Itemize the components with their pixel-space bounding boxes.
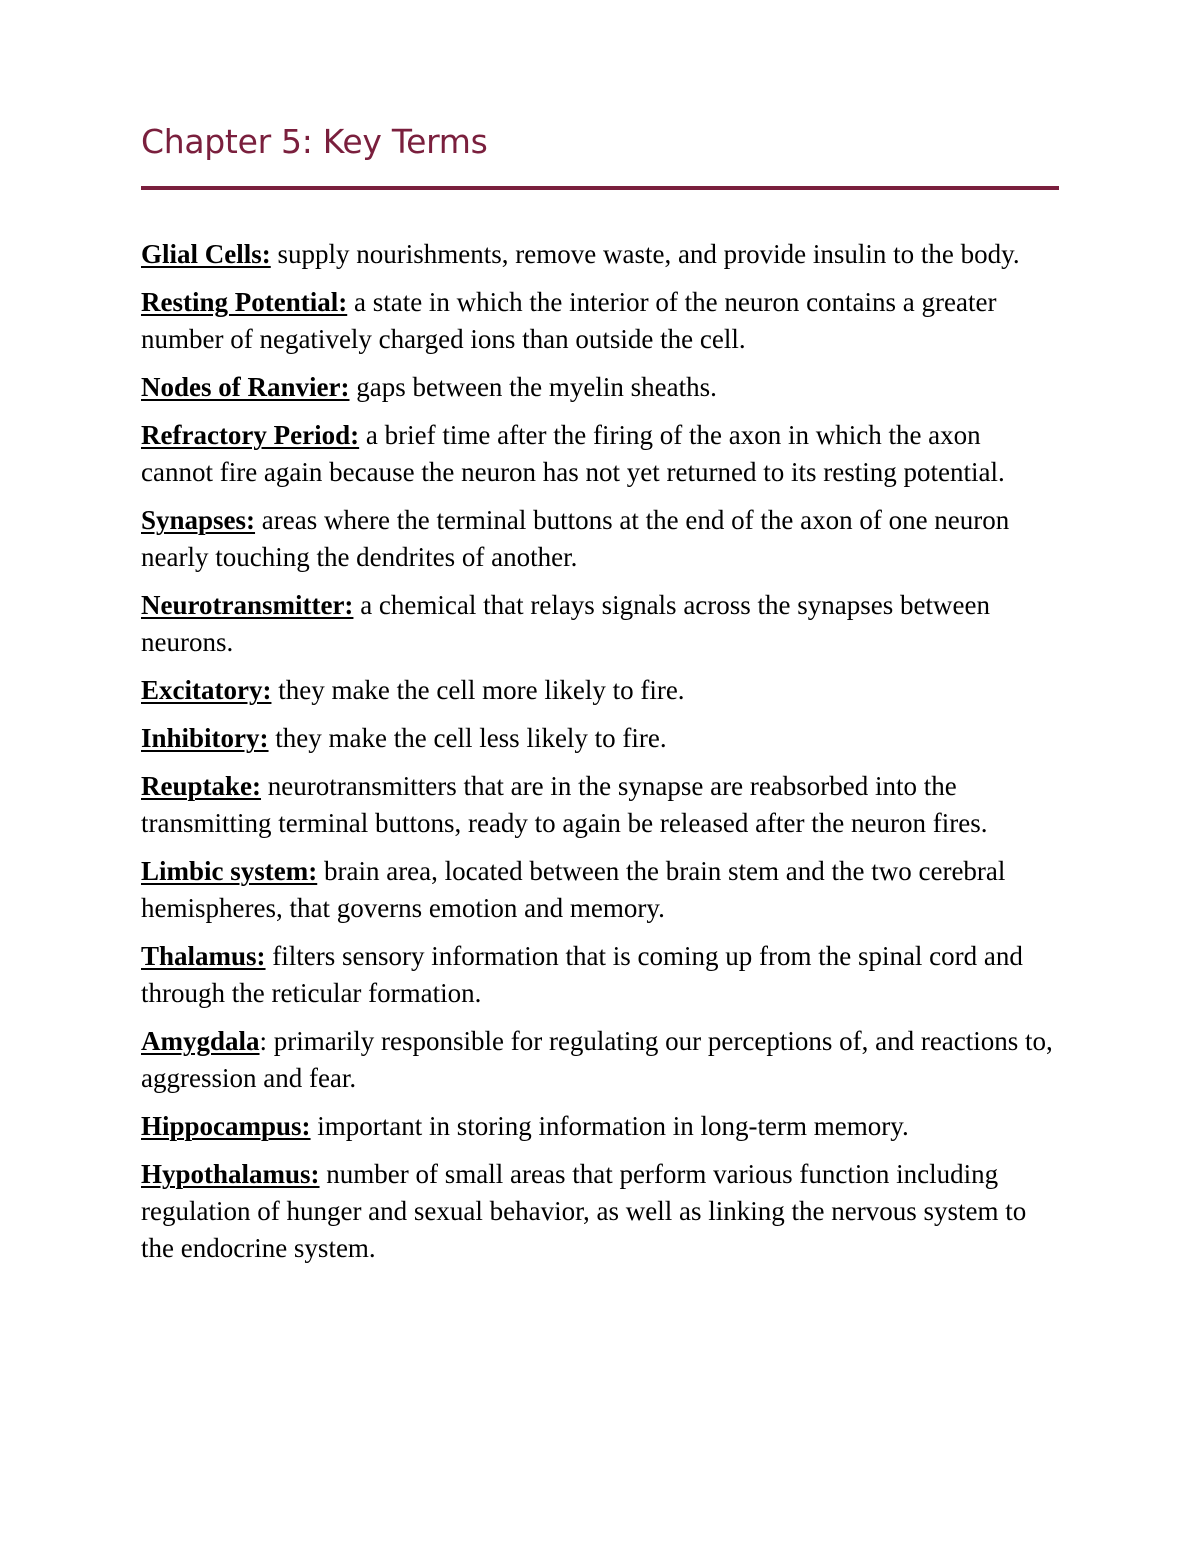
term-name: Thalamus: — [141, 941, 266, 971]
term-definition: a chemical that relays signals across the synapses between neurons. — [141, 590, 990, 657]
term-entry-reuptake — [141, 768, 1059, 842]
term-definition: : primarily responsible for regulating our perceptions of, and reactions to, aggression and fear. — [141, 1026, 1053, 1093]
term-entry-resting-potential — [141, 284, 1059, 358]
page-title: Chapter 5: Key Terms — [141, 122, 488, 161]
term-definition: filters sensory information that is coming up from the spinal cord and through the reticular formation. — [141, 941, 1023, 1008]
term-definition: important in storing information in long-term memory. — [310, 1111, 909, 1141]
term-name: Refractory Period: — [141, 420, 360, 450]
term-entry-limbic-system — [141, 853, 1059, 927]
key-terms-list — [141, 236, 1059, 1267]
term-entry-excitatory — [141, 672, 1059, 709]
term-entry-hippocampus — [141, 1108, 1059, 1145]
term-entry-amygdala — [141, 1023, 1059, 1097]
document-page — [141, 118, 1059, 1278]
term-definition: they make the cell less likely to fire. — [268, 723, 667, 753]
term-definition: supply nourishments, remove waste, and provide insulin to the body. — [270, 239, 1020, 269]
term-name: Synapses: — [141, 505, 256, 535]
term-name: Hypothalamus: — [141, 1159, 320, 1189]
term-definition: they make the cell more likely to fire. — [271, 675, 685, 705]
term-entry-nodes-of-ranvier — [141, 369, 1059, 406]
term-entry-inhibitory — [141, 720, 1059, 757]
term-definition: areas where the terminal buttons at the end of the axon of one neuron nearly touching the dendrites of another. — [141, 505, 1010, 572]
term-entry-hypothalamus — [141, 1156, 1059, 1267]
term-entry-thalamus — [141, 938, 1059, 1012]
term-definition: neurotransmitters that are in the synapse are reabsorbed into the transmitting terminal buttons, ready to again be released after the neuron fires. — [141, 771, 988, 838]
term-definition: a brief time after the firing of the axon in which the axon cannot fire again because the neuron has not yet returned to its resting potential. — [141, 420, 1005, 487]
term-definition: brain area, located between the brain stem and the two cerebral hemispheres, that governs emotion and memory. — [141, 856, 1006, 923]
term-entry-neurotransmitter — [141, 587, 1059, 661]
term-entry-refractory-period — [141, 417, 1059, 491]
term-name: Reuptake: — [141, 771, 261, 801]
term-definition: gaps between the myelin sheaths. — [349, 372, 717, 402]
term-name: Resting Potential: — [141, 287, 348, 317]
title-divider — [141, 186, 1059, 190]
term-name: Hippocampus: — [141, 1111, 311, 1141]
term-name: Amygdala — [141, 1026, 260, 1056]
term-name: Excitatory: — [141, 675, 272, 705]
term-name: Nodes of Ranvier: — [141, 372, 350, 402]
term-name: Neurotransmitter: — [141, 590, 354, 620]
term-entry-synapses — [141, 502, 1059, 576]
term-definition: number of small areas that perform various function including regulation of hunger and sexual behavior, as well as linking the nervous system to the endocrine system. — [141, 1159, 1027, 1263]
term-name: Glial Cells: — [141, 239, 271, 269]
term-entry-glial-cells — [141, 236, 1059, 273]
term-name: Inhibitory: — [141, 723, 269, 753]
term-name: Limbic system: — [141, 856, 318, 886]
term-definition: a state in which the interior of the neuron contains a greater number of negatively charged ions than outside the cell. — [141, 287, 997, 354]
